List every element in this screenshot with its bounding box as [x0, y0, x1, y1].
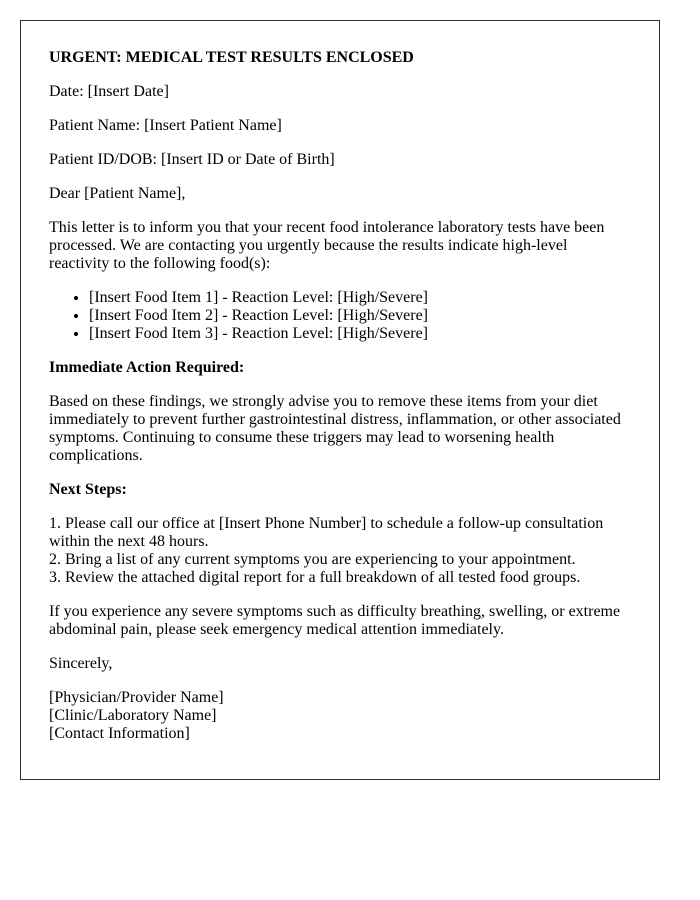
signature-contact-info: [Contact Information] — [49, 725, 190, 742]
next-steps-heading: Next Steps: — [49, 481, 127, 498]
food-item: • [Insert Food Item 1] - Reaction Level: [High/Severe] — [89, 289, 631, 307]
action-paragraph: Based on these findings, we strongly advise you to remove these items from your diet immediately to prevent further gastrointestinal distress, inflammation, or other associated symptoms. Continuing to consume these triggers may lead to worsening health complications. — [49, 393, 621, 464]
intro-paragraph: This letter is to inform you that your recent food intolerance laboratory tests have been processed. We are contacting you urgently because the results indicate high-level reactivity to the following food(s): — [49, 219, 605, 272]
letter-title: URGENT: MEDICAL TEST RESULTS ENCLOSED — [49, 49, 414, 66]
emergency-paragraph: If you experience any severe symptoms such as difficulty breathing, swelling, or extreme abdominal pain, please seek emergency medical attention immediately. — [49, 603, 621, 638]
letter-document — [20, 20, 660, 780]
action-heading: Immediate Action Required: — [49, 359, 245, 376]
next-step-item: 2. Bring a list of any current symptoms you are experiencing to your appointment. — [49, 551, 576, 568]
signature-block — [49, 689, 631, 743]
salutation: Dear [Patient Name], — [49, 185, 186, 202]
signature-provider-name: [Physician/Provider Name] — [49, 689, 224, 706]
next-step-item: 1. Please call our office at [Insert Phone Number] to schedule a follow-up consultation within the next 48 hours. — [49, 515, 604, 550]
patient-name-line: Patient Name: [Insert Patient Name] — [49, 117, 282, 134]
date-line: Date: [Insert Date] — [49, 83, 169, 100]
signature-clinic-name: [Clinic/Laboratory Name] — [49, 707, 217, 724]
food-item: • [Insert Food Item 3] - Reaction Level: [High/Severe] — [89, 325, 631, 343]
food-item-list — [49, 289, 631, 343]
next-steps-list — [49, 515, 631, 587]
food-item: • [Insert Food Item 2] - Reaction Level: [High/Severe] — [89, 307, 631, 325]
patient-id-line: Patient ID/DOB: [Insert ID or Date of Birth] — [49, 151, 335, 168]
next-step-item: 3. Review the attached digital report for a full breakdown of all tested food groups. — [49, 569, 581, 586]
closing: Sincerely, — [49, 655, 113, 672]
